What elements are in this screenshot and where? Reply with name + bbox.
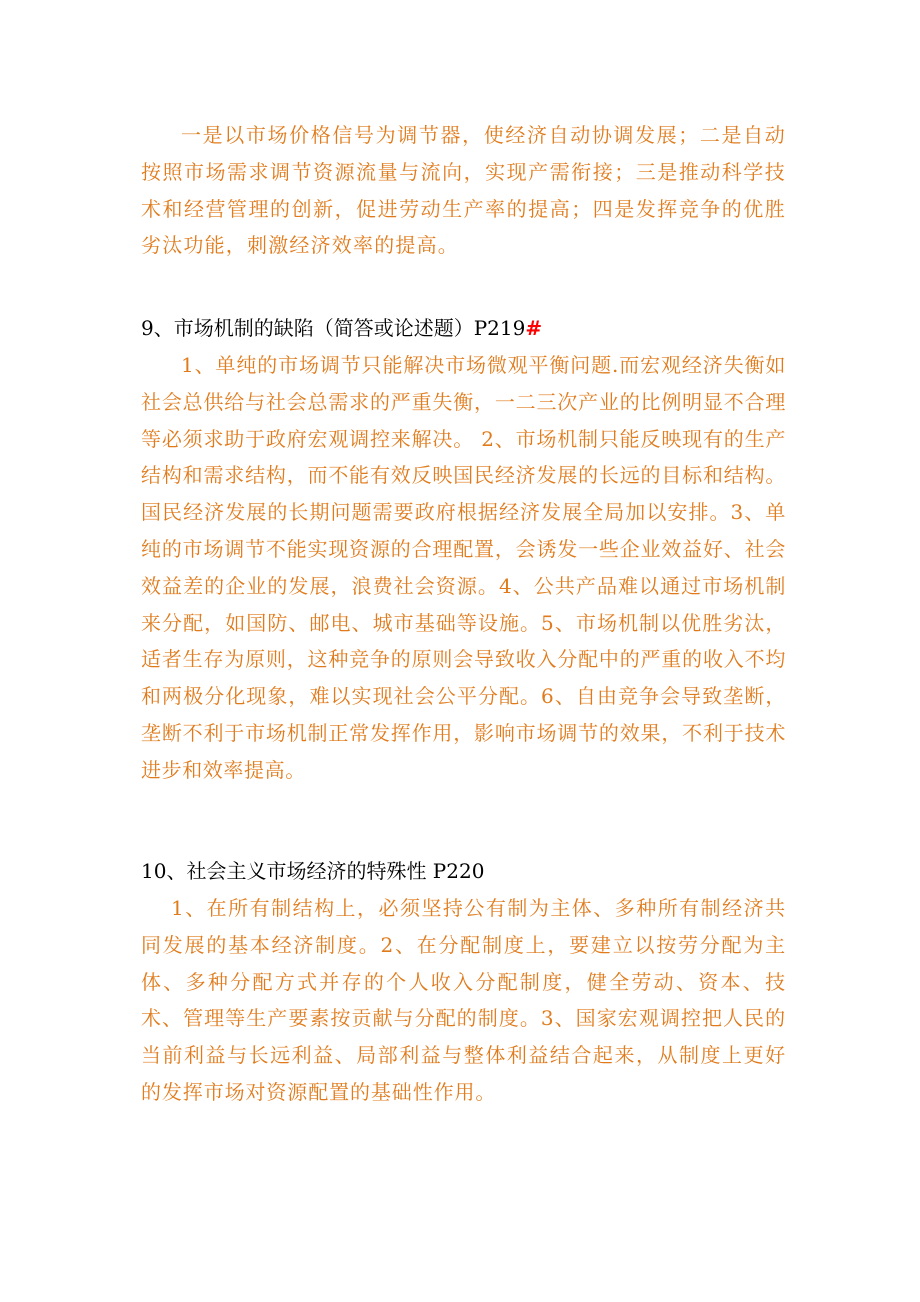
section-9-heading <box>141 313 786 343</box>
section-9-body: 1、单纯的市场调节只能解决市场微观平衡问题.而宏观经济失衡如社会总供给与社会总需求的严重失衡，一二三次产业的比例明显不合理等必须求助于政府宏观调控来解决。 2、市场机制只能反映现有的生产结构和需求结构，而不能有效反映国民经济发展的长远的目标和结构。国民经济发展的长期问题需要政府根据经济发展全局加以安排。3、单纯的市场调节不能实现资源的合理配置，会诱发一些企业效益好、社会效益差的企业的发展，浪费社会资源。4、公共产品难以通过市场机制来分配，如国防、邮电、城市基础等设施。5、市场机制以优胜劣汰，适者生存为原则，这种竞争的原则会导致收入分配中的严重的收入不均和两极分化现象，难以实现社会公平分配。6、自由竞争会导致垄断，垄断不利于市场机制正常发挥作用，影响市场调节的效果，不利于技术进步和效率提高。 <box>141 353 786 782</box>
section-10-heading: 10、社会主义市场经济的特殊性 P220 <box>141 859 485 883</box>
functions-paragraph: 一是以市场价格信号为调节器，使经济自动协调发展；二是自动按照市场需求调节资源流量与流向，实现产需衔接；三是推动科学技术和经营管理的创新，促进劳动生产率的提高；四是发挥竞争的优胜劣汰功能，刺激经济效率的提高。 <box>141 123 786 258</box>
hash-mark: # <box>525 316 543 340</box>
section-9-heading-text: 9、市场机制的缺陷（简答或论述题）P219 <box>141 316 526 340</box>
section-10-body: 1、在所有制结构上，必须坚持公有制为主体、多种所有制经济共同发展的基本经济制度。2、在分配制度上，要建立以按劳分配为主体、多种分配方式并存的个人收入分配制度，健全劳动、资本、技术、管理等生产要素按贡献与分配的制度。3、国家宏观调控把人民的当前利益与长远利益、局部利益与整体利益结合起来，从制度上更好的发挥市场对资源配置的基础性作用。 <box>141 896 786 1104</box>
